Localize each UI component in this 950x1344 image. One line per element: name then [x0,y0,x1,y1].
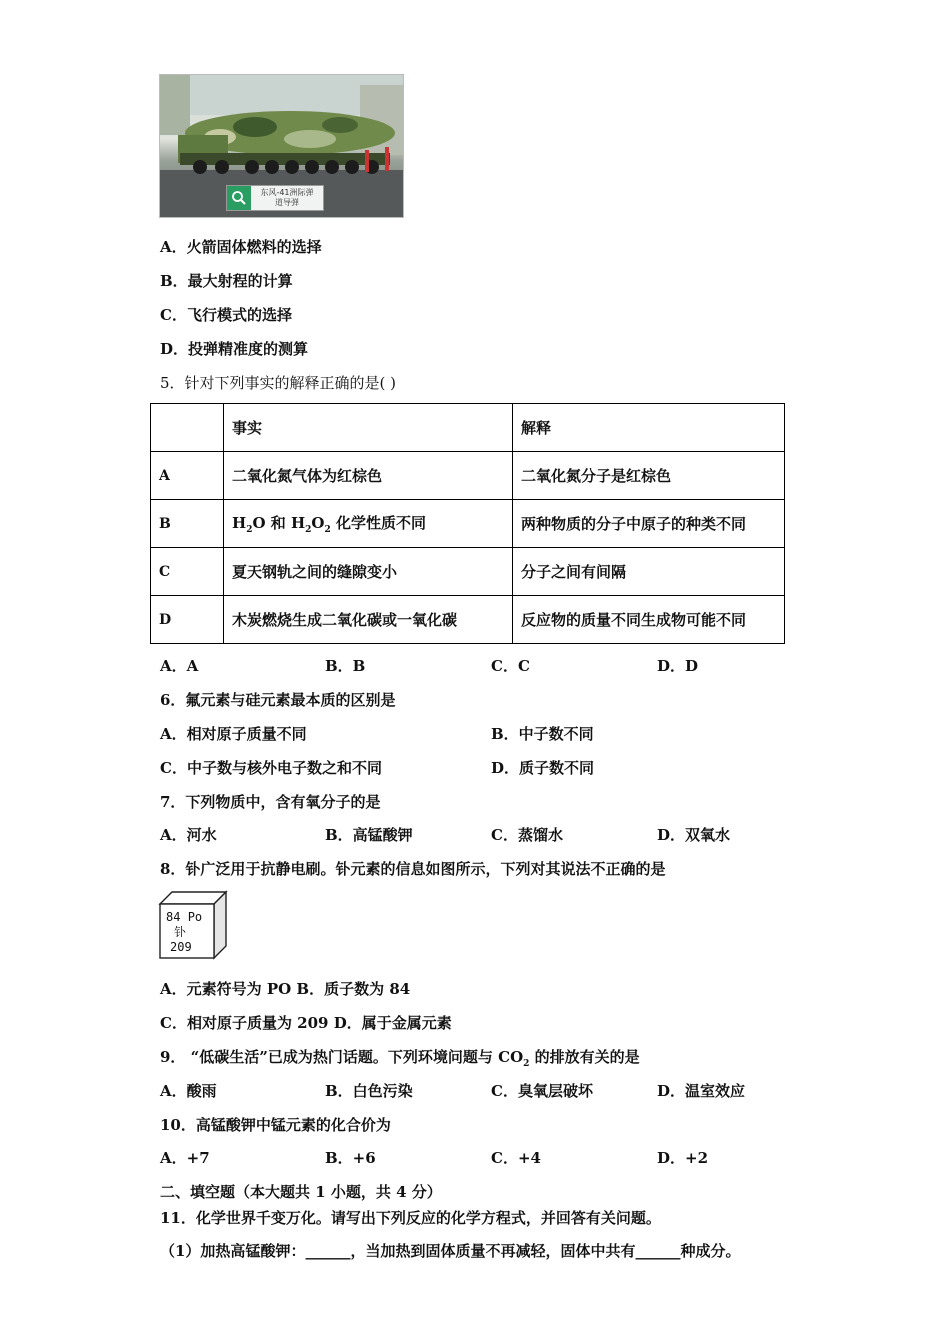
element-tile-cube [158,890,228,960]
caption-line-1: 东风-41洲际弹 [260,188,314,197]
q9-stem-post: 的排放有关的是 [529,1048,640,1066]
row-fact: 木炭燃烧生成二氧化碳或一氧化碳 [224,596,513,644]
table-row [151,500,785,548]
q5-option-d: D．D [657,657,699,675]
q5-option-c: C．C [491,657,530,675]
fact-part: O [311,514,325,532]
q9-stem-sub: 2 [523,1059,530,1069]
element-tile-header [166,910,202,924]
q4-option-d: D．投弹精准度的测算 [160,340,309,358]
q10-option-a: A．+7 [160,1149,210,1167]
q4-option-c: C．飞行模式的选择 [160,306,292,324]
row-label: C [151,548,224,596]
atomic-number: 84 [166,910,181,924]
q6-option-d: D．质子数不同 [491,759,595,777]
q8-options-line-2: C．相对原子质量为 209 D．属于金属元素 [160,1014,452,1032]
element-name: 钋 [174,925,187,939]
fact-sub: 2 [246,525,253,535]
table-header-fact: 事实 [224,404,513,452]
q9-stem-pre: 9． “低碳生活”已成为热门话题。下列环境问题与 CO [160,1048,524,1066]
q8-stem: 8．钋广泛用于抗静电刷。钋元素的信息如图所示，下列对其说法不正确的是 [160,860,666,878]
table-row [151,596,785,644]
q6-option-a: A．相对原子质量不同 [160,725,307,743]
q5-option-b: B．B [325,657,366,675]
q4-option-b: B．最大射程的计算 [160,272,293,290]
fact-part: H [232,514,247,532]
q8-options-line-1: A．元素符号为 PO B．质子数为 84 [160,980,411,998]
atomic-mass: 209 [170,940,192,954]
row-explain: 二氧化氮分子是红棕色 [513,452,785,500]
row-label: A [151,452,224,500]
q5-table [150,403,785,644]
row-label: B [151,500,224,548]
q9-option-c: C．臭氧层破坏 [491,1082,593,1100]
row-fact: 夏天钢轨之间的缝隙变小 [224,548,513,596]
missile-photo [159,74,404,218]
fact-sub: 2 [324,525,331,535]
row-fact: 二氧化氮气体为红棕色 [224,452,513,500]
table-header-row [151,404,785,452]
row-explain: 分子之间有间隔 [513,548,785,596]
q7-option-c: C．蒸馏水 [491,826,563,844]
table-row [151,548,785,596]
row-label: D [151,596,224,644]
q9-option-d: D．温室效应 [657,1082,746,1100]
table-header-explain: 解释 [513,404,785,452]
fact-part: 化学性质不同 [330,514,426,532]
element-symbol: Po [187,910,203,924]
row-explain: 反应物的质量不同生成物可能不同 [513,596,785,644]
section-2-title: 二、填空题（本大题共 1 小题，共 4 分） [160,1183,442,1201]
q10-stem: 10．高锰酸钾中锰元素的化合价为 [160,1116,391,1134]
q7-option-b: B．高锰酸钾 [325,826,413,844]
fact-part: O 和 H [252,514,306,532]
q10-option-b: B．+6 [325,1149,376,1167]
search-icon [227,186,251,210]
q5-option-a: A．A [160,657,199,675]
table-row [151,452,785,500]
q9-option-a: A．酸雨 [160,1082,217,1100]
photo-caption [226,185,324,211]
q6-stem: 6．氟元素与硅元素最本质的区别是 [160,691,396,709]
q7-option-d: D．双氧水 [657,826,731,844]
q7-option-a: A．河水 [160,826,217,844]
q5-stem: 5．针对下列事实的解释正确的是( ) [160,374,397,392]
q10-option-d: D．+2 [657,1149,709,1167]
q6-option-c: C．中子数与核外电子数之和不同 [160,759,382,777]
q9-stem [160,1046,640,1069]
q11-stem: 11．化学世界千变万化。请写出下列反应的化学方程式，并回答有关问题。 [160,1209,661,1227]
q11-part-1: （1）加热高锰酸钾：______，当加热到固体质量不再减轻，固体中共有______种成分。 [160,1242,741,1260]
q10-option-c: C．+4 [491,1149,541,1167]
q9-option-b: B．白色污染 [325,1082,413,1100]
fact-sub: 2 [305,525,312,535]
q7-stem: 7．下列物质中，含有氧分子的是 [160,793,381,811]
row-fact [224,500,513,548]
element-tile [158,890,228,960]
q6-option-b: B．中子数不同 [491,725,594,743]
row-explain: 两种物质的分子中原子的种类不同 [513,500,785,548]
table-header-blank [151,404,224,452]
q4-option-a: A．火箭固体燃料的选择 [160,238,322,256]
caption-line-2: 道导弹 [275,198,299,207]
